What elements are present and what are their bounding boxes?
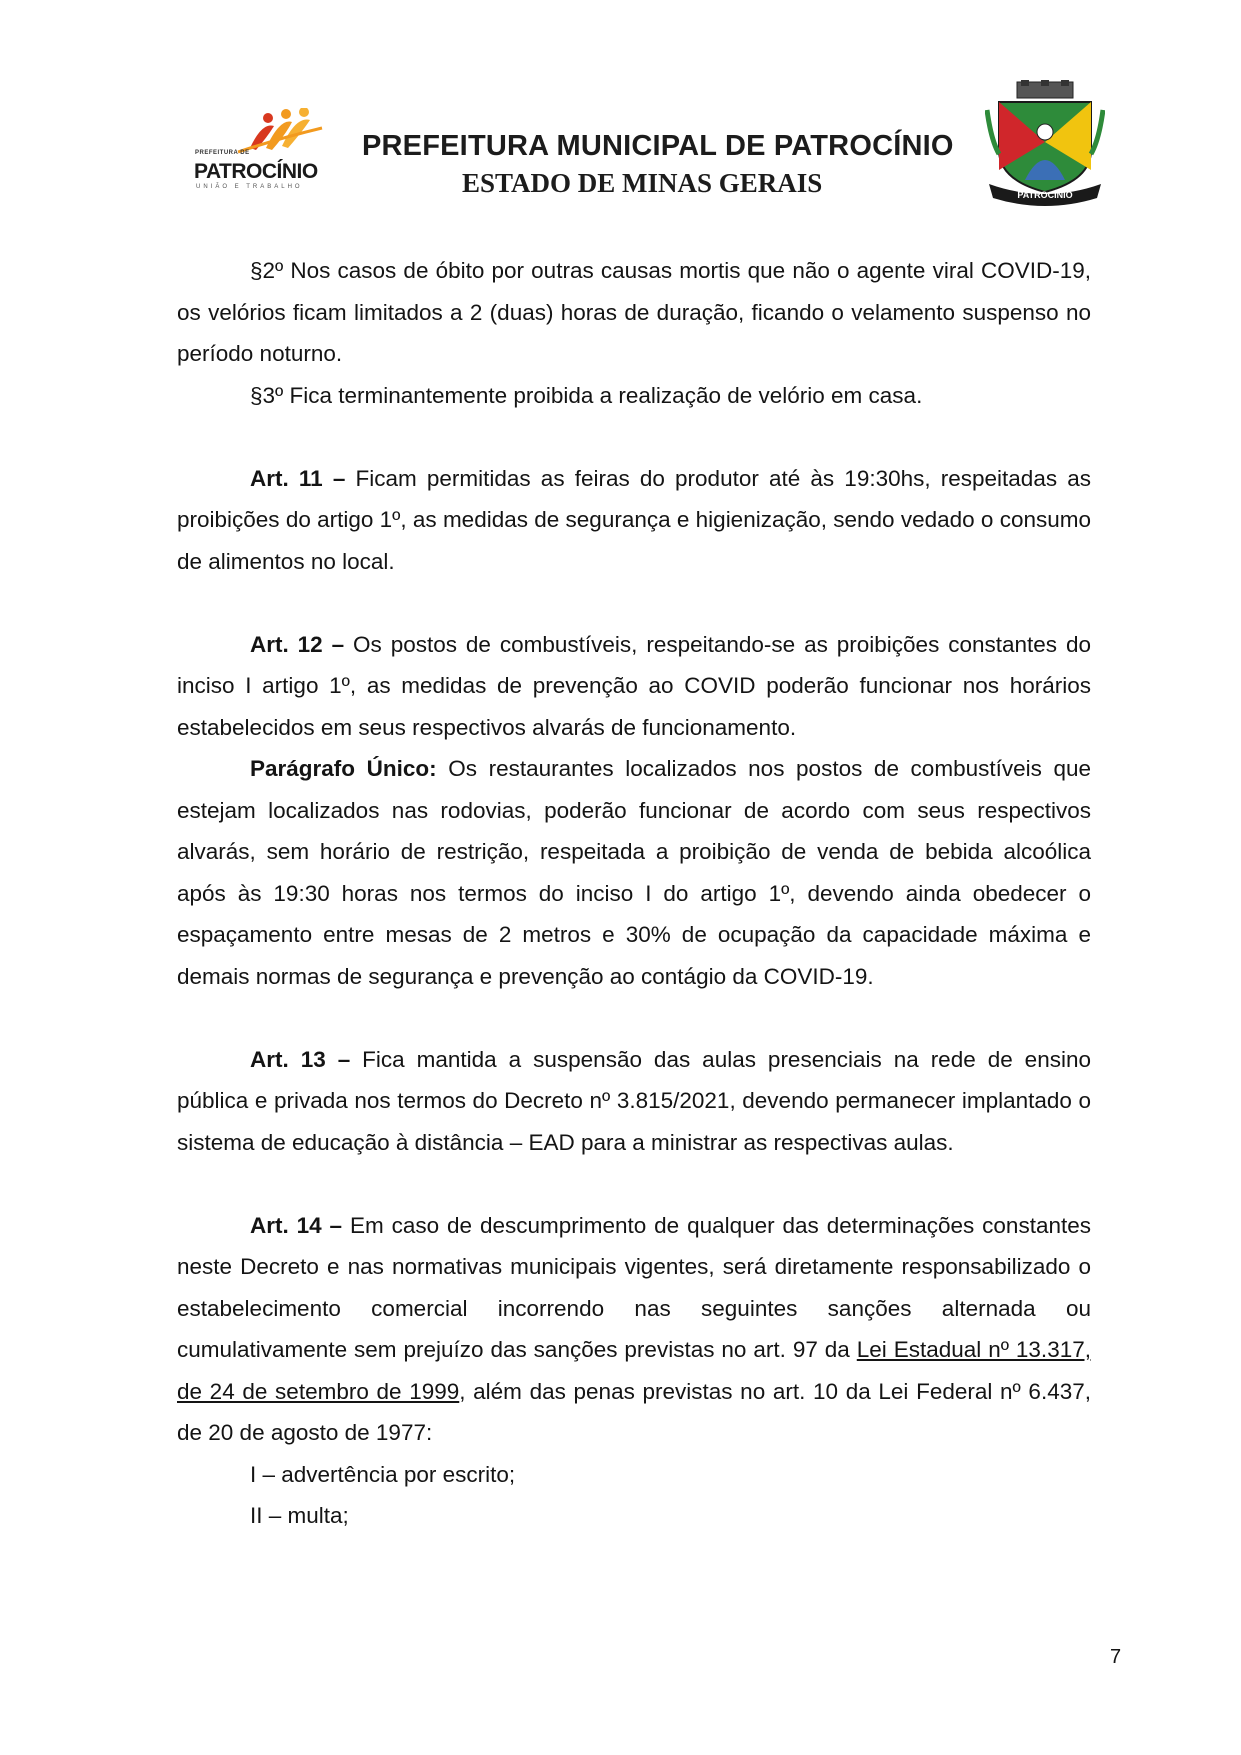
article-13-label: Art. 13 – [250,1046,351,1072]
paragraph-2: §2º Nos casos de óbito por outras causas mortis que não o agente viral COVID-19, os velórios ficam limitados a 2 (duas) horas de duração, ficando o velamento suspenso no período noturno. [177,258,1091,366]
article-11-text: Ficam permitidas as feiras do produtor até às 19:30hs, respeitadas as proibições do artigo 1º, as medidas de segurança e higienização, sendo vedado o consumo de alimentos no local. [177,465,1091,574]
header-title: PREFEITURA MUNICIPAL DE PATROCÍNIO [362,130,954,162]
article-12-label: Art. 12 – [250,631,345,657]
list-item: I – advertência por escrito; [250,1461,516,1487]
article-13 [177,1039,1091,1164]
article-14-text-b: , além das penas previstas no art. 10 da Lei Federal nº 6.437, de 20 de agosto de 1977: [177,1378,1091,1445]
article-12 [177,624,1091,749]
paragraph-3: §3º Fica terminantemente proibida a realização de velório em casa. [250,382,923,408]
article-11-label: Art. 11 – [250,465,346,491]
logo-tagline: UNIÃO E TRABALHO [196,184,303,190]
municipal-crest-icon [985,80,1105,210]
page-header [0,0,1241,230]
header-subtitle: ESTADO DE MINAS GERAIS [462,168,823,198]
article-14 [177,1205,1091,1454]
lei-estadual-link[interactable]: Lei Estadual nº 13.317, de 24 de setembro de 1999 [177,1337,1091,1404]
document-body [177,250,1091,1537]
article-13-text: Fica mantida a suspensão das aulas presenciais na rede de ensino pública e privada nos termos do Decreto nº 3.815/2021, devendo permanecer implantado o sistema de educação à distância – EAD para a ministrar as respectivas aulas. [177,1046,1091,1155]
article-11 [177,458,1091,583]
article-12-text: Os postos de combustíveis, respeitando-se as proibições constantes do inciso I artigo 1º, as medidas de prevenção ao COVID poderão funcionar nos horários estabelecidos em seus respectivos alvarás de funcionamento. [177,631,1091,740]
list-item: II – multa; [250,1503,349,1528]
article-14-label: Art. 14 – [250,1212,343,1238]
page-number: 7 [1110,1646,1122,1668]
paragrafo-unico-label: Parágrafo Único: [250,756,437,781]
article-14-text-a: Em caso de descumprimento de qualquer das determinações constantes neste Decreto e nas normativas municipais vigentes, será diretamente responsabilizado o estabelecimento comercial incorrendo nas seguintes sanções alternada ou cumulativamente sem prejuízo das sanções previstas no art. 97 da [177,1212,1091,1362]
crest-ribbon-text: PATROCÍNIO [1017,190,1073,200]
paragrafo-unico [177,748,1091,997]
logo-small-text: PREFEITURA DE [195,150,250,156]
prefeitura-logo [190,108,340,192]
logo-wordmark: PATROCÍNIO [194,160,318,183]
paragrafo-unico-text: Os restaurantes localizados nos postos de combustíveis que estejam localizados nas rodovias, poderão funcionar de acordo com seus respectivos alvarás, sem horário de restrição, respeitada a proibição de venda de bebida alcoólica após às 19:30 horas nos termos do inciso I do artigo 1º, devendo ainda obedecer o espaçamento entre mesas de 2 metros e 30% de ocupação da capacidade máxima e demais normas de segurança e prevenção ao contágio da COVID-19. [177,756,1091,989]
